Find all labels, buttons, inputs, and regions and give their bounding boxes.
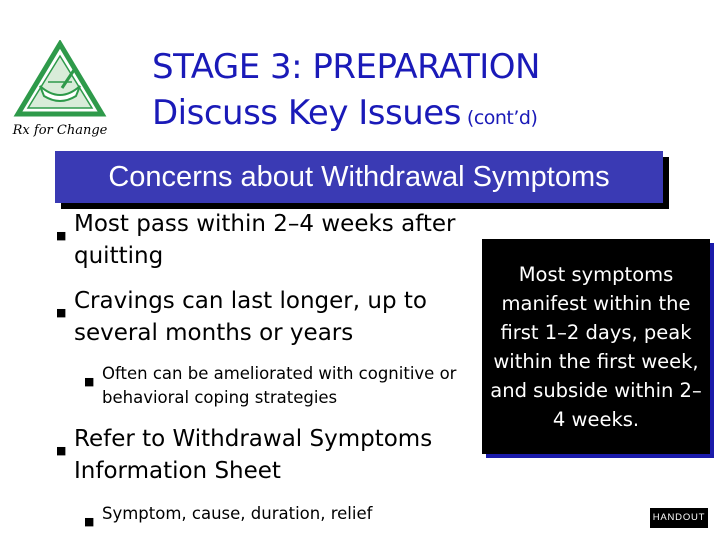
- bullet-marker: ■: [56, 229, 67, 242]
- title-cont: (cont’d): [466, 107, 538, 129]
- bullet-marker: ■: [84, 375, 95, 388]
- bullet-text: Often can be ameliorated with cognitive or behavioral coping strategies: [102, 364, 457, 407]
- title-line-2: [152, 90, 712, 141]
- bullet-text: Most pass within 2–4 weeks after quitting: [74, 211, 456, 269]
- bullet-marker: ■: [84, 515, 95, 528]
- section-banner: Concerns about Withdrawal Symptoms: [55, 151, 663, 203]
- rx-for-change-logo: [10, 40, 110, 140]
- bullet-text: Refer to Withdrawal Symptoms Information Sheet: [74, 426, 433, 484]
- bullet-text: Cravings can last longer, up to several months or years: [74, 288, 427, 346]
- bullet-marker: ■: [56, 306, 67, 319]
- bullet-text: Symptom, cause, duration, relief: [102, 504, 373, 523]
- slide-title: [152, 44, 712, 141]
- handout-badge: HANDOUT: [650, 508, 708, 528]
- bullet-marker: ■: [56, 444, 67, 457]
- callout-box: [482, 239, 710, 454]
- callout-text: Most symptoms manifest within the first 1–2 days, peak within the first week, and subside within 2–4 weeks.: [490, 262, 702, 431]
- title-line-2-text: Discuss Key Issues: [152, 93, 461, 133]
- logo-text: Rx for Change: [12, 123, 108, 138]
- title-line-1: STAGE 3: PREPARATION: [152, 47, 540, 87]
